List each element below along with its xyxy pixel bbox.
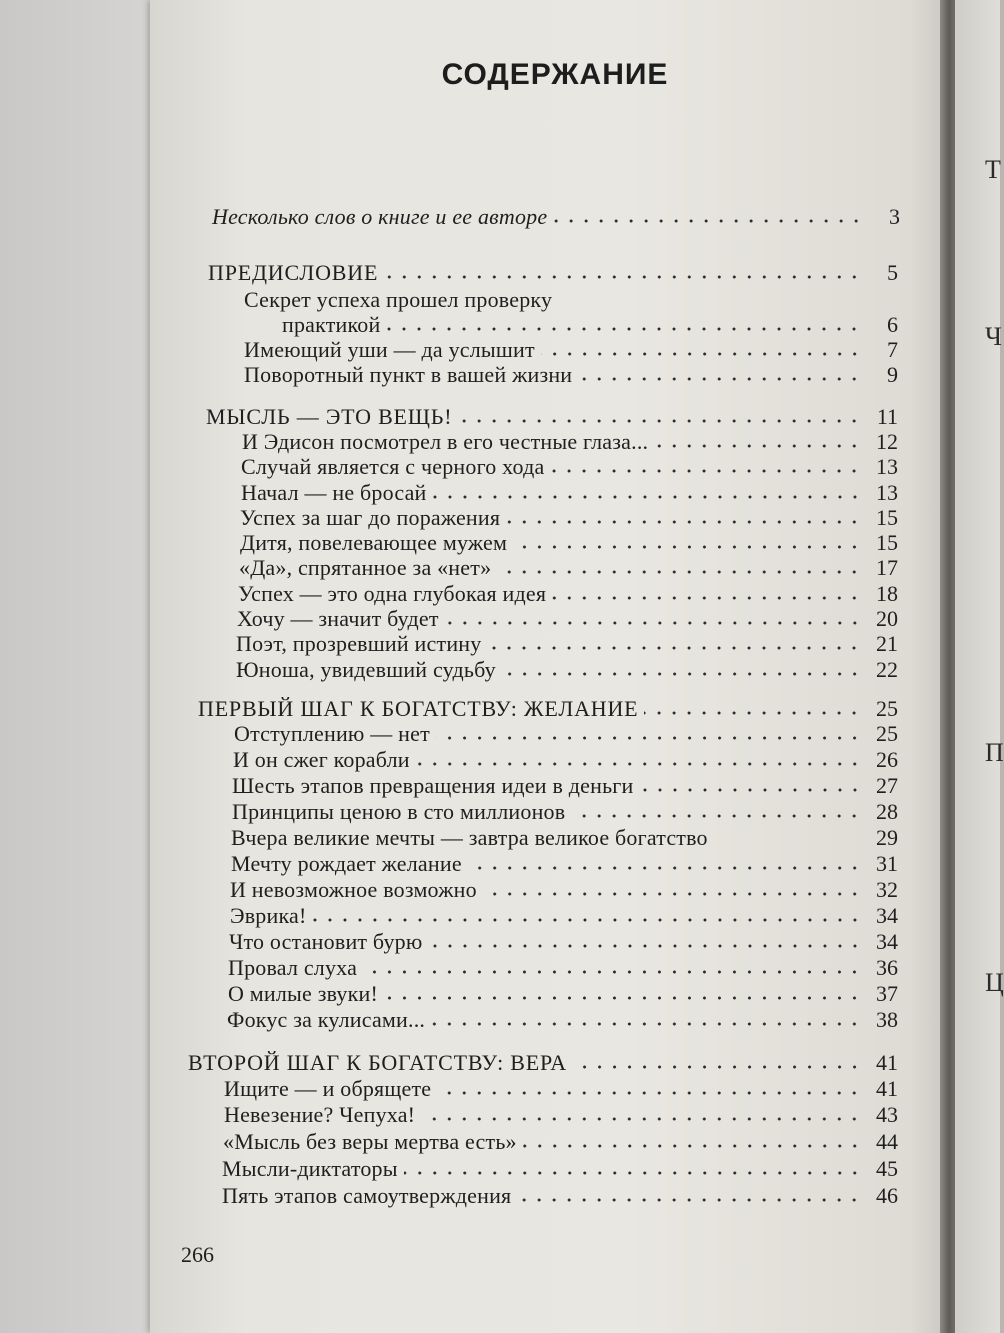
toc-entry-label: Ищите — и обрящете bbox=[224, 1076, 432, 1101]
toc-section-label: ПРЕДИСЛОВИЕ bbox=[208, 260, 379, 285]
toc-entry-page: 25 bbox=[876, 721, 898, 746]
adjacent-page-edge bbox=[955, 0, 1004, 1333]
dot-leader bbox=[363, 970, 862, 974]
dot-leader bbox=[468, 866, 862, 870]
toc-entry-page: 15 bbox=[876, 530, 898, 555]
dot-leader bbox=[552, 596, 862, 600]
adjacent-page-letter: Т bbox=[985, 155, 1001, 184]
toc-entry-label: практикой bbox=[282, 312, 381, 337]
dot-leader bbox=[487, 646, 862, 650]
dot-leader bbox=[497, 570, 862, 574]
toc-entry bbox=[229, 925, 898, 953]
adjacent-page-letter: П bbox=[985, 738, 1004, 767]
toc-entry bbox=[237, 602, 898, 630]
toc-section-page: 5 bbox=[887, 260, 898, 285]
toc-entry bbox=[240, 526, 898, 554]
toc-entry bbox=[222, 1152, 898, 1180]
toc-section-label: МЫСЛЬ — ЭТО ВЕЩЬ! bbox=[206, 404, 453, 429]
toc-entry-page: 46 bbox=[876, 1183, 898, 1208]
dot-leader bbox=[483, 892, 862, 896]
toc-entry bbox=[282, 308, 898, 336]
dot-leader bbox=[431, 1022, 862, 1026]
toc-entry bbox=[241, 476, 898, 504]
toc-entry-label: Юноша, увидевший судьбу bbox=[236, 657, 496, 682]
page-number: 266 bbox=[181, 1242, 214, 1267]
toc-entry bbox=[233, 743, 898, 771]
toc-entry-label: «Мысль без веры мертва есть» bbox=[223, 1129, 517, 1154]
dot-leader bbox=[502, 672, 862, 676]
toc-entry-page: 6 bbox=[887, 312, 898, 337]
toc-entry bbox=[232, 795, 898, 823]
dot-leader bbox=[558, 302, 862, 306]
toc-entry-label: Несколько слов о книге и ее авторе bbox=[212, 204, 548, 229]
toc-entry-page: 37 bbox=[876, 981, 898, 1006]
toc-section-page: 25 bbox=[876, 696, 898, 721]
toc-entry bbox=[244, 283, 898, 311]
toc-entry-label: Фокус за кулисами... bbox=[227, 1007, 426, 1032]
toc-entry bbox=[236, 653, 898, 681]
toc-section-page: 41 bbox=[876, 1050, 898, 1075]
toc-section bbox=[206, 400, 898, 428]
toc-entry-page: 17 bbox=[876, 555, 898, 580]
toc-entry-page: 21 bbox=[876, 631, 898, 656]
toc-entry-label: Дитя, повелевающее мужем bbox=[240, 530, 508, 555]
toc-entry bbox=[244, 358, 898, 386]
toc-entry-label: Мечту рождает желание bbox=[231, 851, 462, 876]
toc-entry-label: Случай является с черного хода bbox=[241, 454, 545, 479]
toc-entry-page: 15 bbox=[876, 505, 898, 530]
toc-entry-label: О милые звуки! bbox=[228, 981, 379, 1006]
toc-entry-page: 13 bbox=[876, 480, 898, 505]
toc-entry-page: 36 bbox=[876, 955, 898, 980]
toc-entry-page: 13 bbox=[876, 454, 898, 479]
toc-entry bbox=[241, 450, 898, 478]
dot-leader bbox=[404, 1171, 862, 1175]
toc-entry-label: И Эдисон посмотрел в его честные глаза... bbox=[242, 429, 649, 454]
toc-entry-label: Секрет успеха прошел проверку bbox=[244, 287, 553, 312]
dot-leader bbox=[384, 275, 862, 279]
dot-leader bbox=[553, 219, 864, 223]
dot-leader bbox=[571, 814, 862, 818]
toc-entry-page: 38 bbox=[876, 1007, 898, 1032]
toc-entry-label: Хочу — значит будет bbox=[237, 606, 439, 631]
dot-leader bbox=[578, 377, 862, 381]
toc-entry-page: 41 bbox=[876, 1076, 898, 1101]
dot-leader bbox=[416, 762, 862, 766]
toc-entry-label: Поэт, прозревший истину bbox=[236, 631, 482, 656]
toc-entry-label: Шесть этапов превращения идеи в деньги bbox=[232, 773, 634, 798]
toc-entry-page: 9 bbox=[887, 362, 898, 387]
dot-leader bbox=[550, 469, 862, 473]
toc-entry bbox=[227, 1003, 898, 1031]
toc-entry bbox=[224, 1098, 898, 1126]
toc-entry bbox=[223, 1125, 898, 1153]
toc-section bbox=[208, 256, 898, 284]
toc-entry bbox=[228, 951, 898, 979]
toc-entry-label: Что остановит бурю bbox=[229, 929, 423, 954]
toc-entry bbox=[242, 425, 898, 453]
toc-entry-label: Имеющий уши — да услышит bbox=[244, 337, 535, 362]
dot-leader bbox=[313, 918, 862, 922]
toc-entry-page: 44 bbox=[876, 1129, 898, 1154]
toc-entry-page: 29 bbox=[876, 825, 898, 850]
toc-section-label: ПЕРВЫЙ ШАГ К БОГАТСТВУ: ЖЕЛАНИЕ bbox=[198, 696, 639, 721]
toc-entry-page: 34 bbox=[876, 929, 898, 954]
toc-entry-label: Успех за шаг до поражения bbox=[240, 505, 501, 530]
toc-entry-label: И невозможное возможно bbox=[230, 877, 477, 902]
dot-leader bbox=[517, 1198, 862, 1202]
dot-leader bbox=[436, 736, 862, 740]
dot-leader bbox=[644, 711, 862, 715]
toc-entry bbox=[224, 1072, 898, 1100]
toc-entry-page: 45 bbox=[876, 1156, 898, 1181]
toc-entry bbox=[231, 847, 898, 875]
dot-leader bbox=[506, 520, 862, 524]
dot-leader bbox=[433, 495, 862, 499]
toc-entry-label: «Да», спрятанное за «нет» bbox=[239, 555, 492, 580]
toc-entry bbox=[230, 899, 898, 927]
dot-leader bbox=[429, 944, 862, 948]
toc-entry-page: 27 bbox=[876, 773, 898, 798]
toc-entry-label: Поворотный пункт в вашей жизни bbox=[244, 362, 573, 387]
dot-leader bbox=[437, 1091, 862, 1095]
toc-entry-label: Мысли-диктаторы bbox=[222, 1156, 398, 1181]
toc-section-label: ВТОРОЙ ШАГ К БОГАТСТВУ: ВЕРА bbox=[188, 1050, 567, 1075]
dot-leader bbox=[445, 621, 862, 625]
toc-entry-label: Принципы ценою в сто миллионов bbox=[232, 799, 566, 824]
toc-entry-page: 7 bbox=[887, 337, 898, 362]
toc-entry-label: Вчера великие мечты — завтра великое богатство bbox=[231, 825, 708, 850]
toc-entry-page: 32 bbox=[876, 877, 898, 902]
toc-entry-page: 3 bbox=[889, 204, 900, 229]
toc-entry-page: 22 bbox=[876, 657, 898, 682]
toc-entry-label: Успех — это одна глубокая идея bbox=[238, 581, 547, 606]
dot-leader bbox=[386, 327, 862, 331]
toc-entry bbox=[228, 977, 898, 1005]
toc-entry-label: Невезение? Чепуха! bbox=[224, 1102, 416, 1127]
toc-entry bbox=[238, 577, 898, 605]
toc-entry-label: Пять этапов самоутверждения bbox=[222, 1183, 512, 1208]
toc-entry-page: 12 bbox=[876, 429, 898, 454]
toc-entry-page: 26 bbox=[876, 747, 898, 772]
adjacent-page-letter: Ч bbox=[985, 322, 1002, 351]
toc-entry-label: Начал — не бросай bbox=[241, 480, 427, 505]
toc-entry-page: 18 bbox=[876, 581, 898, 606]
toc-entry bbox=[244, 333, 898, 361]
dot-leader bbox=[513, 545, 862, 549]
toc-entry-page: 20 bbox=[876, 606, 898, 631]
toc-entry-label: Провал слуха bbox=[228, 955, 358, 980]
background-surface bbox=[0, 0, 160, 1333]
toc-entry-label: Отступлению — нет bbox=[234, 721, 430, 746]
toc-entry bbox=[234, 717, 898, 745]
toc-entry bbox=[231, 821, 898, 849]
toc-section bbox=[198, 692, 898, 720]
dot-leader bbox=[421, 1117, 862, 1121]
dot-leader bbox=[654, 444, 862, 448]
toc-entry bbox=[232, 769, 898, 797]
dot-leader bbox=[541, 352, 862, 356]
toc-entry bbox=[212, 200, 900, 228]
toc-entry bbox=[239, 551, 898, 579]
dot-leader bbox=[523, 1144, 862, 1148]
dot-leader bbox=[640, 788, 863, 792]
dot-leader bbox=[573, 1065, 862, 1069]
toc-entry-page: 31 bbox=[876, 851, 898, 876]
dot-leader bbox=[384, 996, 862, 1000]
toc-entry-page: 28 bbox=[876, 799, 898, 824]
toc-entry-label: И он сжег корабли bbox=[233, 747, 410, 772]
toc-entry bbox=[230, 873, 898, 901]
toc-section bbox=[188, 1046, 898, 1074]
dot-leader bbox=[714, 840, 862, 844]
toc-entry-label: Эврика! bbox=[230, 903, 307, 928]
toc-entry-page: 43 bbox=[876, 1102, 898, 1127]
toc-entry bbox=[240, 501, 898, 529]
toc-entry-page: 34 bbox=[876, 903, 898, 928]
toc-entry bbox=[236, 627, 898, 655]
adjacent-page-letter: Ц bbox=[985, 968, 1004, 997]
toc-section-page: 11 bbox=[876, 404, 898, 429]
page-title: СОДЕРЖАНИЕ bbox=[441, 58, 669, 91]
dot-leader bbox=[458, 419, 862, 423]
toc-entry bbox=[222, 1179, 898, 1207]
